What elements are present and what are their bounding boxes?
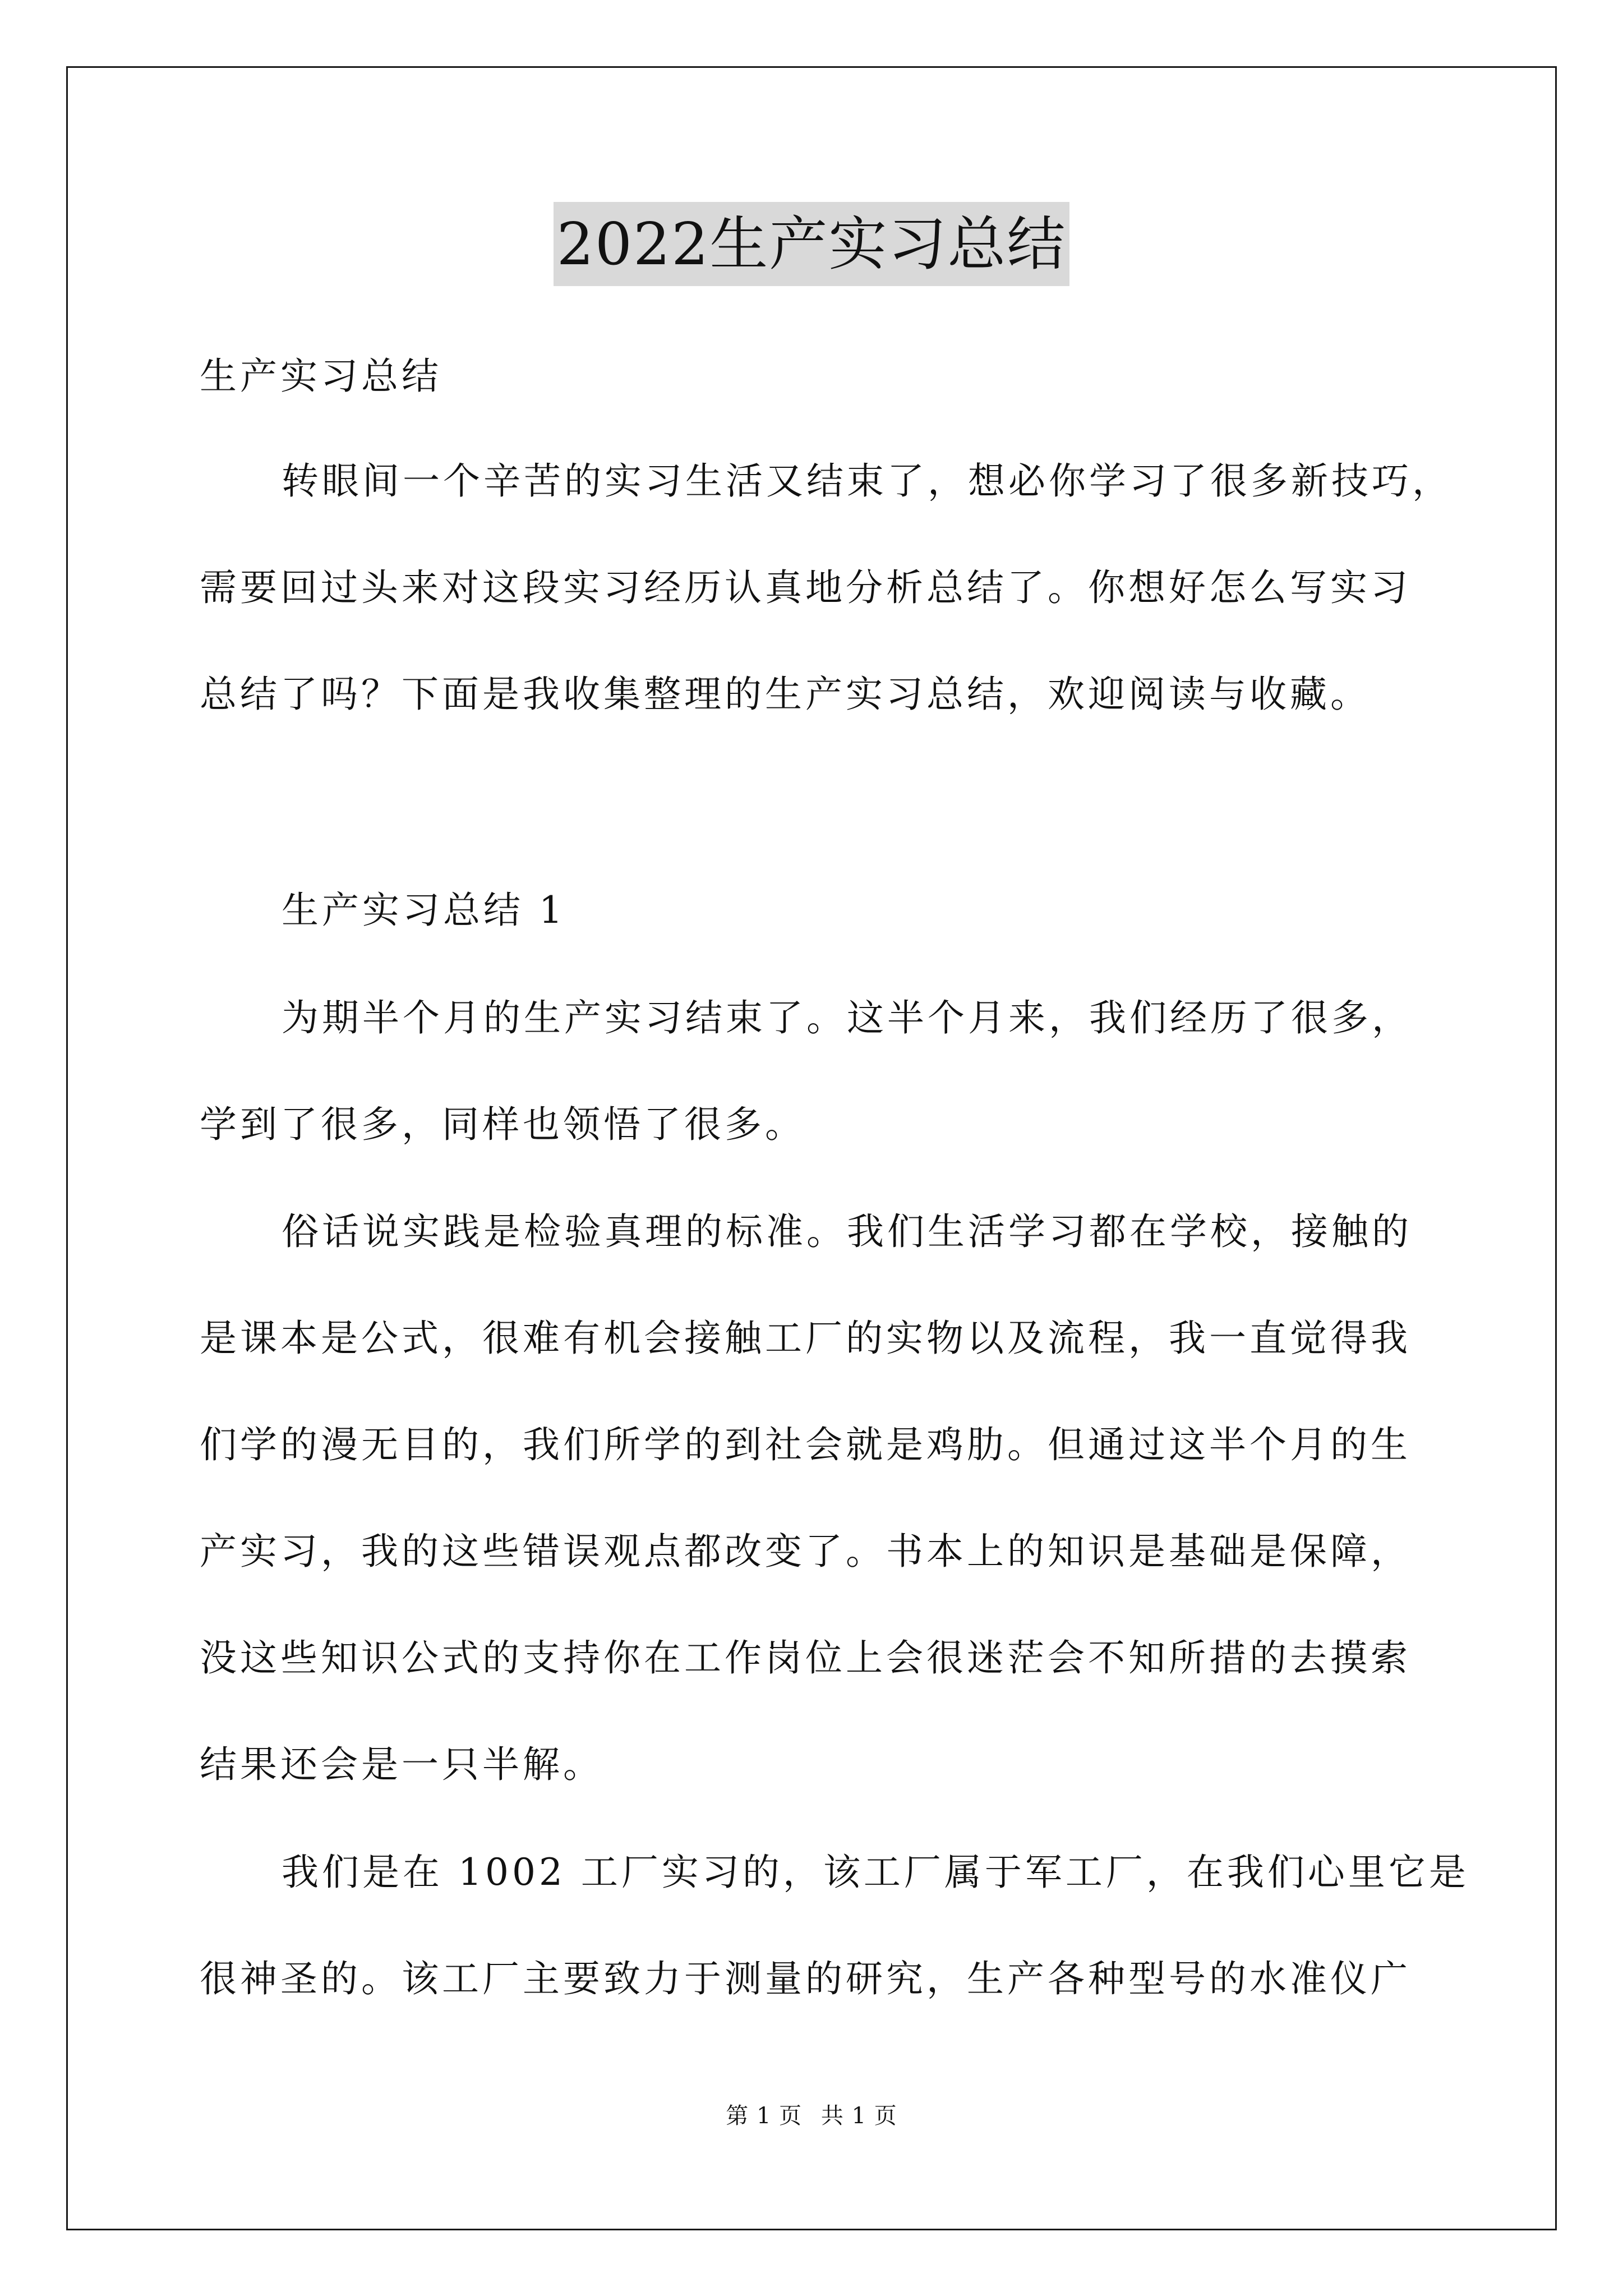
title-container bbox=[0, 202, 1623, 286]
paragraph-3-line-1: 我们是在 1002 工厂实习的，该工厂属于军工厂，在我们心里它是 bbox=[282, 1851, 1469, 1894]
intro-line-2: 需要回过头来对这段实习经历认真地分析总结了。你想好怎么写实习 bbox=[200, 566, 1411, 609]
page-total: 共 1 页 bbox=[820, 2103, 897, 2129]
intro-line-3: 总结了吗？下面是我收集整理的生产实习总结，欢迎阅读与收藏。 bbox=[200, 673, 1371, 716]
paragraph-2-line-6: 结果还会是一只半解。 bbox=[200, 1743, 603, 1786]
subtitle: 生产实习总结 bbox=[200, 355, 442, 398]
paragraph-2-line-4: 产实习，我的这些错误观点都改变了。书本上的知识是基础是保障， bbox=[200, 1530, 1411, 1573]
paragraph-1-line-1: 为期半个月的生产实习结束了。这半个月来，我们经历了很多， bbox=[282, 996, 1412, 1039]
intro-line-1: 转眼间一个辛苦的实习生活又结束了，想必你学习了很多新技巧， bbox=[282, 459, 1453, 503]
paragraph-1-line-2: 学到了很多，同样也领悟了很多。 bbox=[200, 1103, 805, 1146]
paragraph-2-line-3: 们学的漫无目的，我们所学的到社会就是鸡肋。但通过这半个月的生 bbox=[200, 1423, 1411, 1466]
page-number: 第 1 页 bbox=[726, 2103, 803, 2129]
paragraph-2-line-2: 是课本是公式，很难有机会接触工厂的实物以及流程，我一直觉得我 bbox=[200, 1317, 1411, 1360]
paragraph-3-line-2: 很神圣的。该工厂主要致力于测量的研究，生产各种型号的水准仪广 bbox=[200, 1957, 1411, 2000]
section-heading: 生产实习总结 1 bbox=[282, 889, 566, 932]
paragraph-2-line-5: 没这些知识公式的支持你在工作岗位上会很迷茫会不知所措的去摸索 bbox=[200, 1636, 1411, 1680]
paragraph-2-line-1: 俗话说实践是检验真理的标准。我们生活学习都在学校，接触的 bbox=[282, 1210, 1412, 1253]
document-title: 2022生产实习总结 bbox=[554, 202, 1070, 286]
page-footer bbox=[0, 2098, 1623, 2130]
